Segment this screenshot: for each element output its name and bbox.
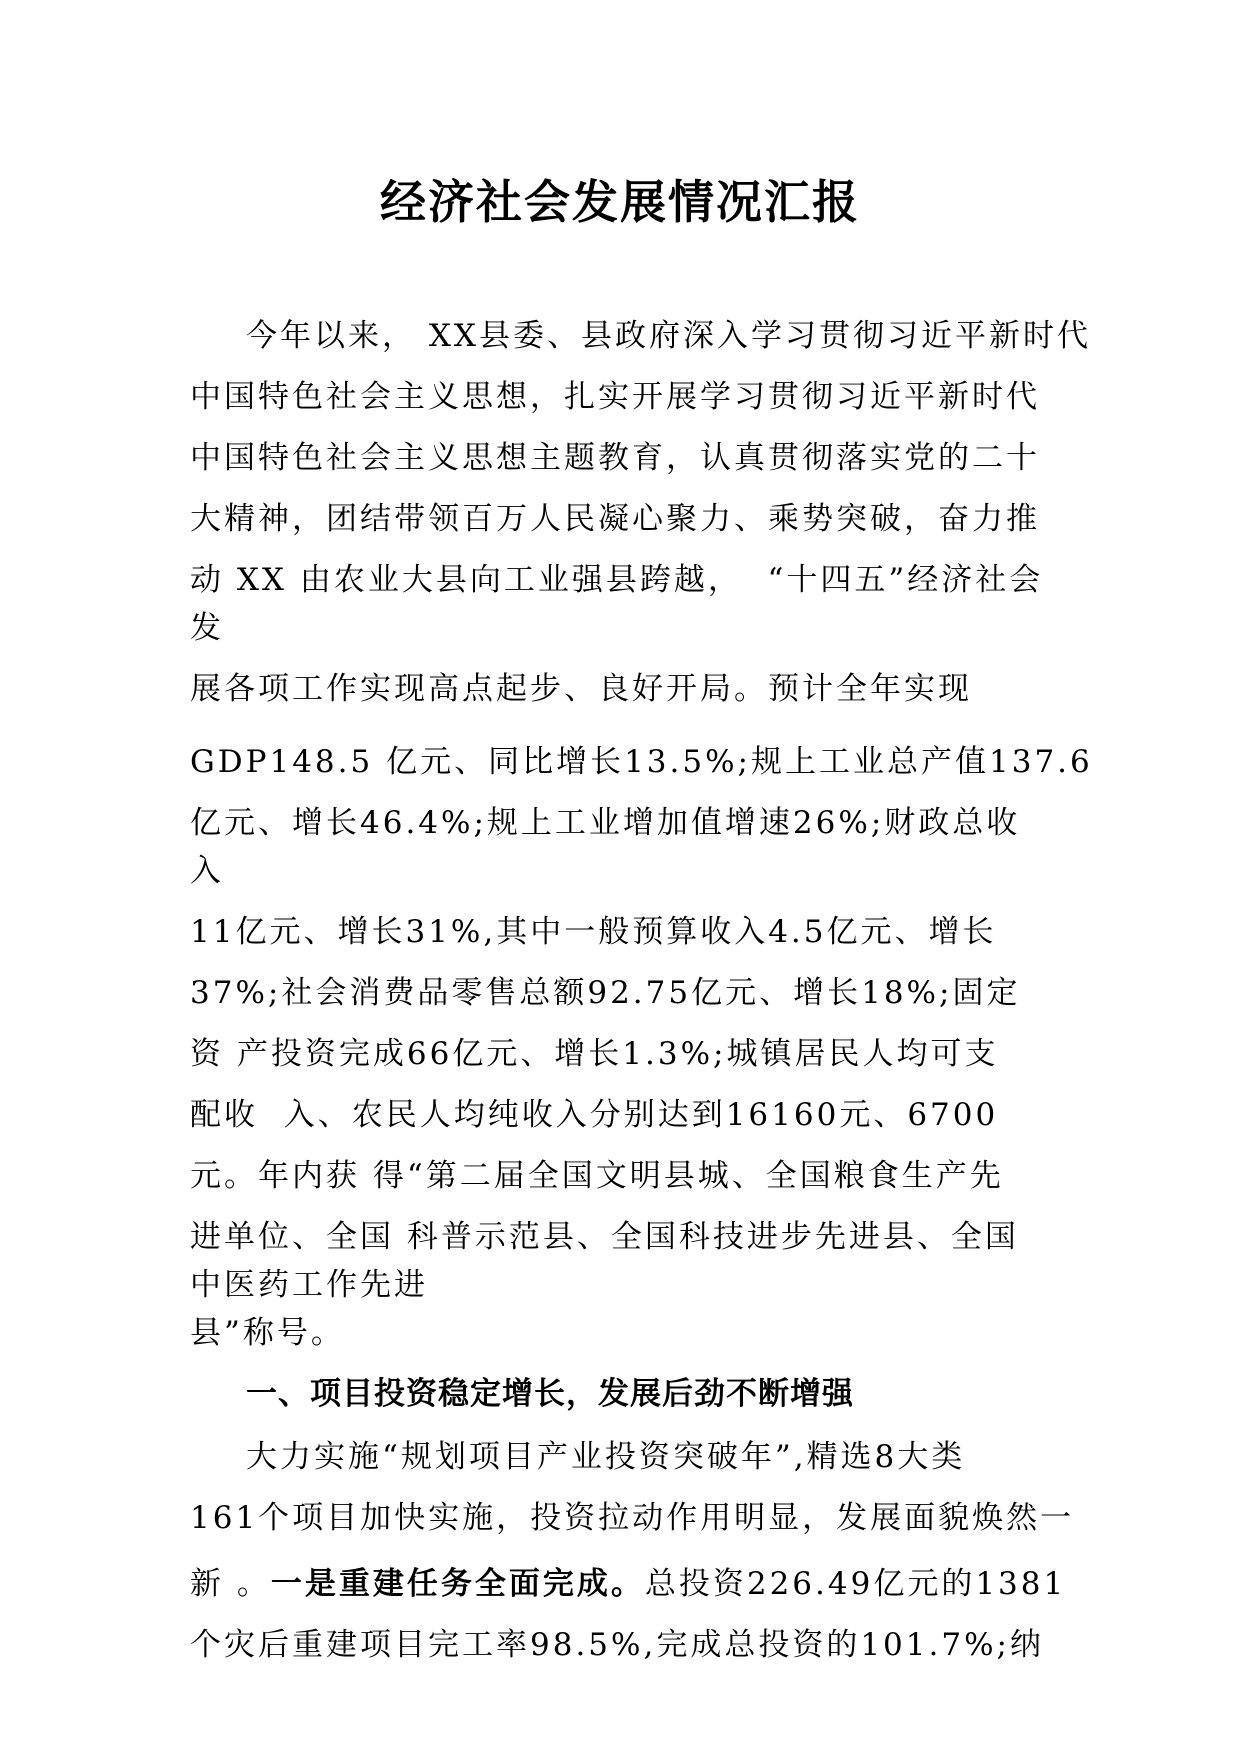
- paragraph-line: 大力实施“规划项目产业投资突破年”,精选8大类: [246, 1439, 966, 1475]
- paragraph-line: 动 XX 由农业大县向工业强县跨越， “十四五”经济社会: [190, 562, 1044, 598]
- paragraph-line: 配收 入、农民人均纯收入分别达到16160元、6700: [190, 1097, 999, 1133]
- paragraph-line: 11亿元、增长31%,其中一般预算收入4.5亿元、增长: [190, 914, 997, 950]
- paragraph-line: 元。年内获 得“第二届全国文明县城、全国粮食生产先: [190, 1158, 1004, 1194]
- paragraph-line: 入: [190, 853, 224, 889]
- paragraph-line: GDP148.5 亿元、同比增长13.5%;规上工业总产值137.6: [190, 744, 1093, 780]
- paragraph-line: 亿元、增长46.4%;规上工业增加值增速26%;财政总收: [190, 805, 1021, 841]
- paragraph-line: 37%;社会消费品零售总额92.75亿元、增长18%;固定: [190, 975, 1021, 1011]
- paragraph-line: 中国特色社会主义思想，扎实开展学习贯彻习近平新时代: [190, 379, 1040, 415]
- paragraph-line: 县”称号。: [190, 1315, 345, 1351]
- paragraph-line: 中国特色社会主义思想主题教育，认真贯彻落实党的二十: [190, 440, 1040, 476]
- paragraph-line: [190, 1564, 1066, 1604]
- bold-lead-in: 一是重建任务全面完成。: [270, 1566, 645, 1602]
- page-title: 经济社会发展情况汇报: [380, 175, 860, 229]
- paragraph-line: 展各项工作实现高点起步、良好开局。预计全年实现: [190, 671, 972, 707]
- paragraph-line: 今年以来， XX县委、县政府深入学习贯彻习近平新时代: [246, 318, 1091, 354]
- paragraph-line: 大精神，团结带领百万人民凝心聚力、乘势突破，奋力推: [190, 501, 1040, 537]
- paragraph-line: 发: [190, 610, 224, 646]
- section-heading: 一、项目投资稳定增长，发展后劲不断增强: [246, 1376, 854, 1412]
- paragraph-line: 个灾后重建项目完工率98.5%,完成总投资的101.7%;纳: [190, 1627, 1044, 1663]
- paragraph-line: 资 产投资完成66亿元、增长1.3%;城镇居民人均可支: [190, 1036, 999, 1072]
- line-prefix: 新 。: [190, 1566, 271, 1602]
- paragraph-line: 中医药工作先进: [190, 1267, 428, 1303]
- paragraph-line: 进单位、全国 科普示范县、全国科技进步先进县、全国: [190, 1219, 1019, 1255]
- line-suffix: 总投资226.49亿元的1381: [644, 1566, 1067, 1602]
- paragraph-line: 161个项目加快实施，投资拉动作用明显，发展面貌焕然一: [190, 1500, 1075, 1536]
